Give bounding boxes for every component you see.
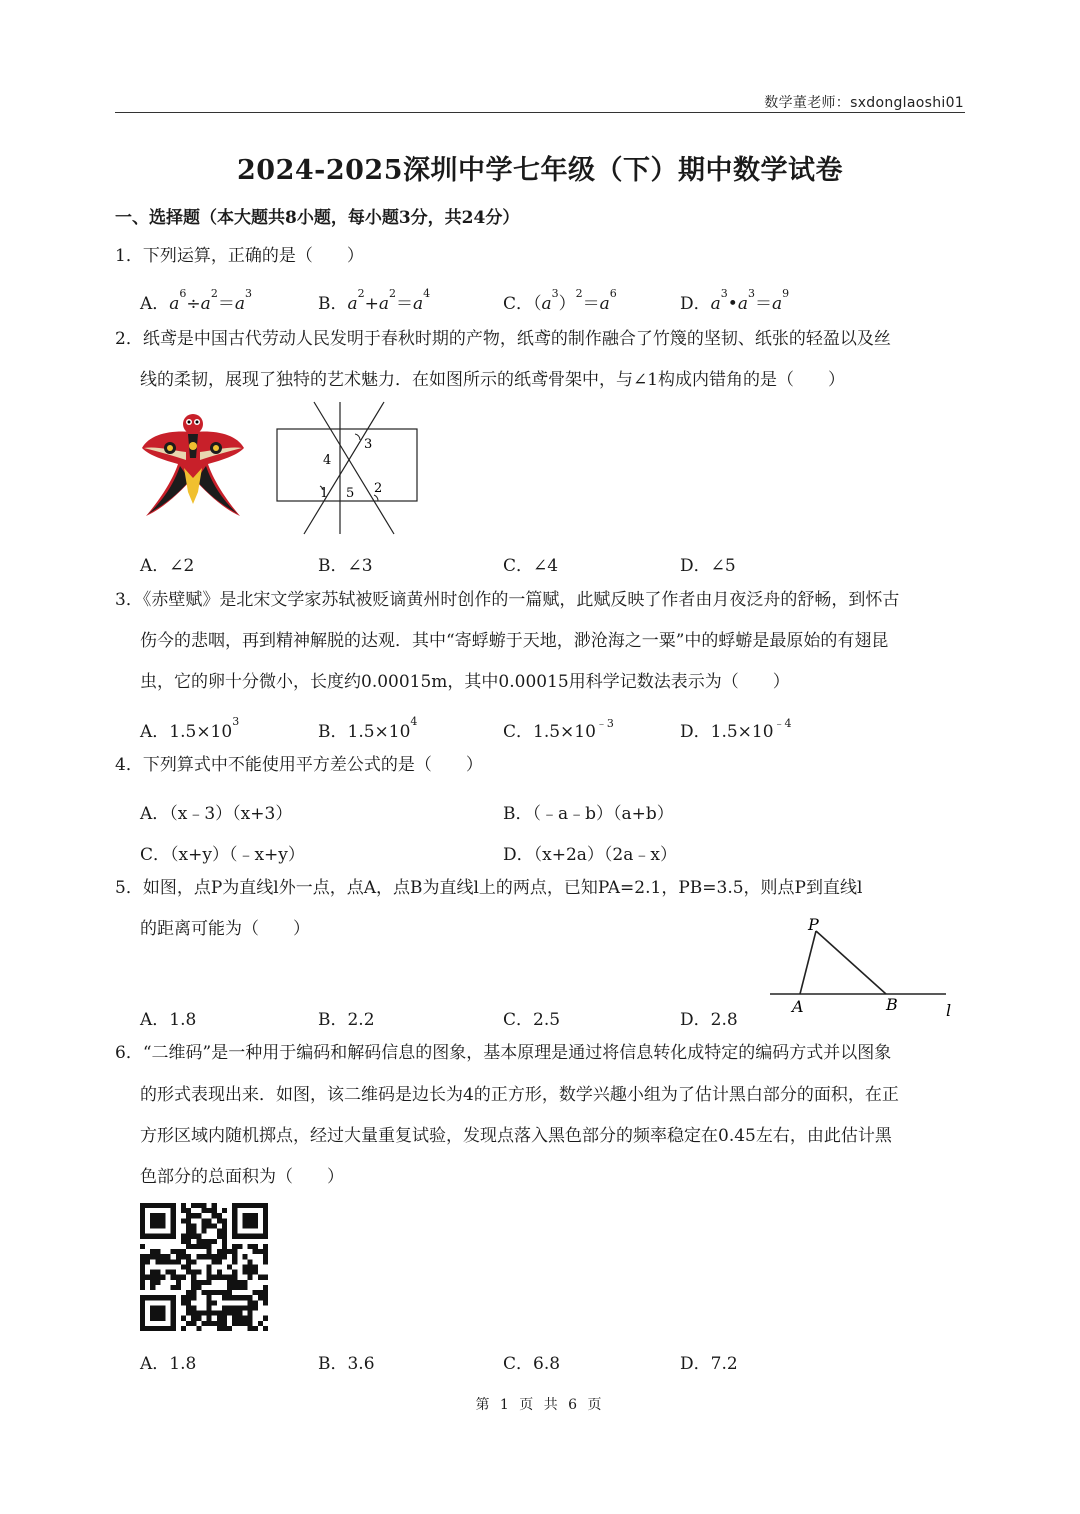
q3-option-a: A．$1.5\times 10^3$ — [140, 715, 240, 742]
angle-label-4: 4 — [323, 453, 332, 468]
q2-option-d: D．∠5 — [680, 556, 736, 576]
angle-label-2: 2 — [374, 481, 383, 496]
label-l: l — [946, 1001, 952, 1020]
q6-option-c: C．6.8 — [503, 1354, 561, 1374]
label-b: B — [886, 995, 898, 1014]
kite-image — [140, 412, 246, 520]
header-text: 数学董老师：sxdonglaoshi01 — [764, 95, 964, 111]
q2-line2: 线的柔韧，展现了独特的艺术魅力．在如图所示的纸鸢骨架中，与∠1构成内错角的是（ ） — [140, 370, 846, 390]
q2-line1: 2．纸鸢是中国古代劳动人民发明于春秋时期的产物，纸鸢的制作融合了竹篾的坚韧、纸张的轻盈以及丝 — [115, 329, 891, 349]
qr-code-image — [140, 1203, 268, 1331]
page-title: 2024-2025深圳中学七年级（下）期中数学试卷 — [237, 155, 843, 186]
section-heading: 一、选择题（本大题共8小题，每小题3分，共24分） — [115, 208, 520, 228]
q3-option-d: D．$1.5\times 10^{﹣4}$ — [680, 717, 792, 742]
q4-stem: 4．下列算式中不能使用平方差公式的是（ ） — [115, 755, 483, 775]
qr-modules — [140, 1203, 268, 1331]
q1-stem: 1．下列运算，正确的是（ ） — [115, 246, 364, 266]
q6-option-a: A．1.8 — [140, 1354, 197, 1374]
q2-option-a: A．∠2 — [140, 556, 195, 576]
angle-label-1: 1 — [320, 486, 329, 501]
q2-option-c: C．∠4 — [503, 556, 559, 576]
q5-option-c: C．2.5 — [503, 1010, 561, 1030]
q3-option-b: B．$1.5\times 10^4$ — [318, 715, 418, 742]
q3-option-c: C．$1.5\times 10^{﹣3}$ — [503, 717, 614, 742]
header-rule — [115, 112, 965, 113]
q1-option-a: A．$a^6\div a^2=a^3$ — [140, 287, 252, 314]
q4-option-a: A．（x﹣3）（x+3） — [140, 804, 293, 824]
q5-option-b: B．2.2 — [318, 1010, 375, 1030]
q5-option-a: A．1.8 — [140, 1010, 197, 1030]
q4-option-b: B．（﹣a﹣b）（a+b） — [503, 804, 674, 824]
q6-line2: 的形式表现出来．如图，该二维码是边长为4的正方形，数学兴趣小组为了估计黑白部分的面积，在正 — [140, 1085, 899, 1105]
q4-option-d: D．（x+2a）（2a﹣x） — [503, 845, 677, 865]
q5-line2: 的距离可能为（ ） — [140, 919, 310, 939]
label-p: P — [808, 915, 819, 934]
q5-option-d: D．2.8 — [680, 1010, 738, 1030]
angle-label-3: 3 — [364, 437, 373, 452]
q5-line1: 5．如图，点P为直线l外一点，点A，点B为直线l上的两点，已知PA=2.1，PB=3.5，则点P到直线l — [115, 878, 863, 898]
point-line-diagram — [768, 912, 964, 1024]
label-a: A — [792, 997, 804, 1016]
q3-line1: 3．《赤壁赋》是北宋文学家苏轼被贬谪黄州时创作的一篇赋，此赋反映了作者由月夜泛舟的舒畅，到怀古 — [115, 590, 900, 610]
q6-option-d: D．7.2 — [680, 1354, 738, 1374]
q6-line3: 方形区域内随机掷点，经过大量重复试验，发现点落入黑色部分的频率稳定在0.45左右，由此估计黑 — [140, 1126, 892, 1146]
q1-option-c: C．$(a^3)^2=a^6$ — [503, 287, 617, 314]
angle-label-5: 5 — [346, 486, 355, 501]
kite-skeleton-diagram — [274, 400, 420, 536]
q4-option-c: C．（x+y）（﹣x+y） — [140, 845, 305, 865]
q6-option-b: B．3.6 — [318, 1354, 375, 1374]
q6-line4: 色部分的总面积为（ ） — [140, 1167, 344, 1187]
q1-option-b: B．$a^2+a^2=a^4$ — [318, 287, 431, 314]
q3-line2: 伤今的悲咽，再到精神解脱的达观．其中“寄蜉蝣于天地，渺沧海之一粟”中的蜉蝣是最原始的有翅昆 — [140, 631, 889, 651]
q1-option-d: D．$a^3•a^3=a^9$ — [680, 287, 790, 314]
q2-option-b: B．∠3 — [318, 556, 373, 576]
q3-line3: 虫，它的卵十分微小，长度约0.00015m，其中0.00015用科学记数法表示为（ ） — [140, 672, 790, 692]
page-footer: 第 1 页 共 6 页 — [475, 1397, 605, 1413]
q6-line1: 6．“二维码”是一种用于编码和解码信息的图象，基本原理是通过将信息转化成特定的编码方式并以图象 — [115, 1043, 892, 1063]
